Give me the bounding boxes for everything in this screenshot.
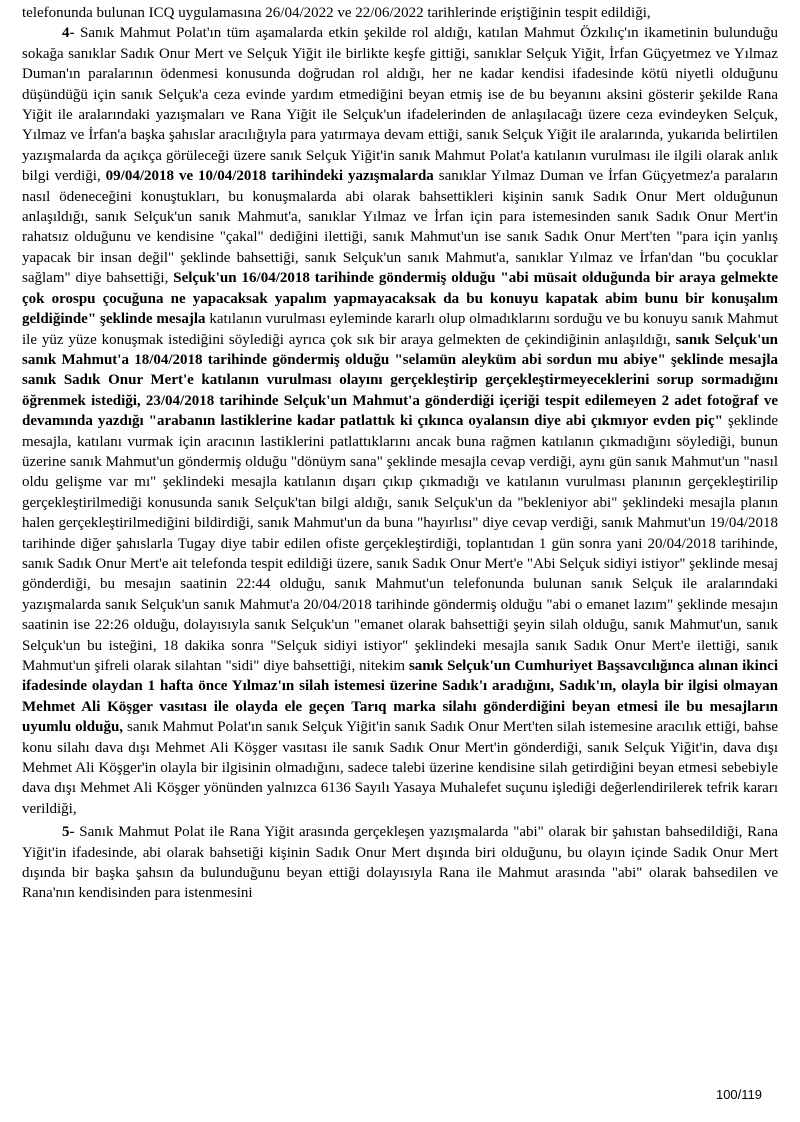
p4-bold-2: Selçuk'un 16/04/2018 tarihinde göndermiş olduğu "abi müsait olduğunda bir araya gelmekte çok orospu çocuğuna ne yapacaksak yapalım yapmayacaksak da bu konuyu kapatak abim bunu bir konuşalım geldiğinde" şeklinde mesajla bbox=[22, 270, 778, 328]
p4-text-3: katılanın vurulması eyleminde kararlı olup olmadıklarını sorduğu ve bu konuyu sanık Mahmut ile yüz yüze konuşmak istediğini söylediği ayrıca çok sık bir araya gelmekten de çekindiğinin anlaşıldığı, bbox=[22, 311, 778, 348]
continuation-line bbox=[22, 3, 778, 23]
p5-text-1: Sanık Mahmut Polat ile Rana Yiğit arasında gerçekleşen yazışmalarda "abi" olarak bir şahıstan bahsedildiği, Rana Yiğit'in ifadesinde, abi olarak bahsetiği kişinin Sadık Onur Mert dışında biri olduğunu, bu olayın içinde Sadık Onur Mert dışında bir başka şahsın da bulunduğunu beyan ettiği dolayısıyla Rana ile Mahmut arasında "abi" olarak bahsedilen ve Rana'nın kendisinden para istenmesini bbox=[22, 824, 778, 902]
p4-bold-4: sanık Selçuk'un Cumhuriyet Başsavcılığınca alınan ikinci ifadesinde olaydan 1 hafta önce Yılmaz'ın silah istemesi üzerine Sadık'ı aradığını, Sadık'ın, olayla bir ilgisi olmayan Mehmet Ali Köşger vasıtası ile olayda ele geçen Tarıq marka silahı gönderdiğini beyan etmesi ile bu mesajların uyumlu olduğu, bbox=[22, 658, 778, 736]
line0-text: telefonunda bulunan ICQ uygulamasına 26/04/2022 ve 22/06/2022 tarihlerinde eriştiğinin tespit edildiği, bbox=[22, 5, 651, 21]
p4-text-2: sanıklar Yılmaz Duman ve İrfan Güçyetmez'a paraların nasıl ödeneceğini konuştukları, bu konuşmalarda abi olarak bahsettikleri kişinin sanık Sadık Onur Mert olduğunun anlaşıldığı, sanık Selçuk'un sanık Mahmut'a, sanıklar Yılmaz ve İrfan için para istemesinden sanık Sadık Onur Mert'in rahatsız olduğunu ve kendisine "çakal" dediğini ilettiği, sanık Mahmut'un ise sanık Sadık Onur Mert'ten "para için yanlış yapacak bir insan değil" şeklinde bahsettiği, sanık Selçuk'un sanık Mahmut'a, sanıklar Yılmaz ve İrfan'dan "bu çocuklar sağlam" diye bahsettiği, bbox=[22, 168, 778, 287]
paragraph-4-number: 4- bbox=[62, 25, 75, 42]
paragraph-5 bbox=[22, 822, 778, 904]
p4-bold-1: 09/04/2018 ve 10/04/2018 tarihindeki yazışmalarda bbox=[105, 168, 434, 185]
p4-text-4: şeklinde mesajla, katılanı vurmak için aracının lastiklerini patlattıklarını ancak buna rağmen katılanın çıkmadığını söylediği, bunun üzerine sanık Mahmut'un göndermiş olduğu "dönüym sana" şeklinde mesajla cevap verdiği, aynı gün sanık Mahmut'un "nasıl oldu gelişme var mı" şeklindeki mesajla katılanın dışarı çıkıp çıkmadığı ve katılanın vurulması planının gerçekleştirilip gerçekleştirilmediği konusunda sanık Selçuk'tan bilgi aldığı, sanık Selçuk'un da "bekleniyor abi" şeklindeki mesajla planın halen gerçekleştirilmediğini bildirdiği, sanık Mahmut'un da buna "hayırlısı" diye cevap verdiği, sanık Mahmut'un 19/04/2018 tarihinde diğer şahıslarla Tugay diye tabir edilen ofiste gerçekleştirdiği, toplantıdan 1 gün sonra yani 20/04/2018 tarihinde, sanık Sadık Onur Mert'e ait telefonda tespit edildiği üzere, sanık Sadık Onur Mert'e "Abi Selçuk sidiyi istiyor" şeklinde mesaj gönderdiği, bu mesajın saatinin 22:44 olduğu, sanık Mahmut'un telefonunda bulunan sanık Selçuk ile aralarındaki yazışmalarda sanık Selçuk'un sanık Mahmut'a 20/04/2018 tarihinde göndermiş olduğu "abi o emanet lazım" şeklinde mesajın saatinin ise 22:26 olduğu, dolayısıyla sanık Selçuk'un "emanet olarak bahsettiği şeyin silah olduğu, sanık Mahmut'un, sanık Selçuk'un bu isteğini, 18 dakika sonra "Selçuk sidiyi istiyor" şeklindeki mesajla sanık Sadık Onur Mert'e ilettiği, sanık Mahmut'un şifreli olarak silahtan "sidi" diye bahsettiği, nitekim bbox=[22, 413, 778, 674]
paragraph-5-number: 5- bbox=[62, 824, 75, 841]
page-number: 100/119 bbox=[715, 1087, 762, 1102]
p4-text-5: sanık Mahmut Polat'ın sanık Selçuk Yiğit'in sanık Sadık Onur Mert'ten silah istemesine aracılık ettiği, bahse konu silahı dava dışı Mehmet Ali Köşger vasıtası ile sanık Sadık Onur Mert'in gönderdiği, sanık Selçuk Yiğit'in, dava dışı Mehmet Ali Köşger'in olayla bir ilgisinin olmadığını, sadece talebi üzerine kendisine silah getirdiğini beyan etmesi sebebiyle dava dışı Mehmet Ali Köşger yönünden yalnızca 6136 Sayılı Yasaya Muhalefet suçunu işlediği değerlendirilerek tefrik kararı verildiği, bbox=[22, 719, 779, 817]
paragraph-4 bbox=[22, 23, 778, 819]
p4-text-1: Sanık Mahmut Polat'ın tüm aşamalarda etkin şekilde rol aldığı, katılan Mahmut Özkılıç'ın ikametinin bulunduğu sokağa sanıklar Sadık Onur Mert ve Selçuk Yiğit ile birlikte keşfe gittiği, sanıklar Selçuk Yiğit, İrfan Güçyetmez ve Yılmaz Duman'ın paralarının ödenmesi konusunda doğrudan rol aldığı, her ne kadar kendisi ifadesinde kötü niyetli olduğunu düşündüğü için sanık Selçuk'a ceza evinde yardım etmediğini beyan etmiş ise de bu beyanını aksini gösterir şekilde Rana Yiğit ile aralarındaki yazışmaları ve Rana Yiğit ile Selçuk'un ifadelerinden de anlaşılacağı üzere ceza evindeyken Selçuk, Yılmaz ve İrfan'a başka şahıslar aracılığıyla para yatırmaya devam ettiği, sanık Selçuk Yiğit ile aralarında, yukarıda belirtilen yazışmalarda da açıkça görüleceği üzere sanık Selçuk Yiğit'in sanık Mahmut Polat'a katılanın vurulması ile ilgili olarak anlık bilgi verdiği, bbox=[22, 25, 778, 185]
p4-bold-3: sanık Selçuk'un sanık Mahmut'a 18/04/2018 tarihinde göndermiş olduğu "selamün aleyküm abi sordun mu abiye" şeklinde mesajla sanık Sadık Onur Mert'e katılanın vurulması olayını gerçekleştirip gerçekleştirmeyeceklerini sorup sormadığını öğrenmek istediği, 23/04/2018 tarihinde Selçuk'un Mahmut'a gönderdiği içeriği tespit edilemeyen 2 adet fotoğraf ve devamında yazdığı "arabanın lastiklerine kadar patlattık ki çıkınca oyalansın diye abi çıkmıyor evden piç" bbox=[22, 331, 779, 430]
